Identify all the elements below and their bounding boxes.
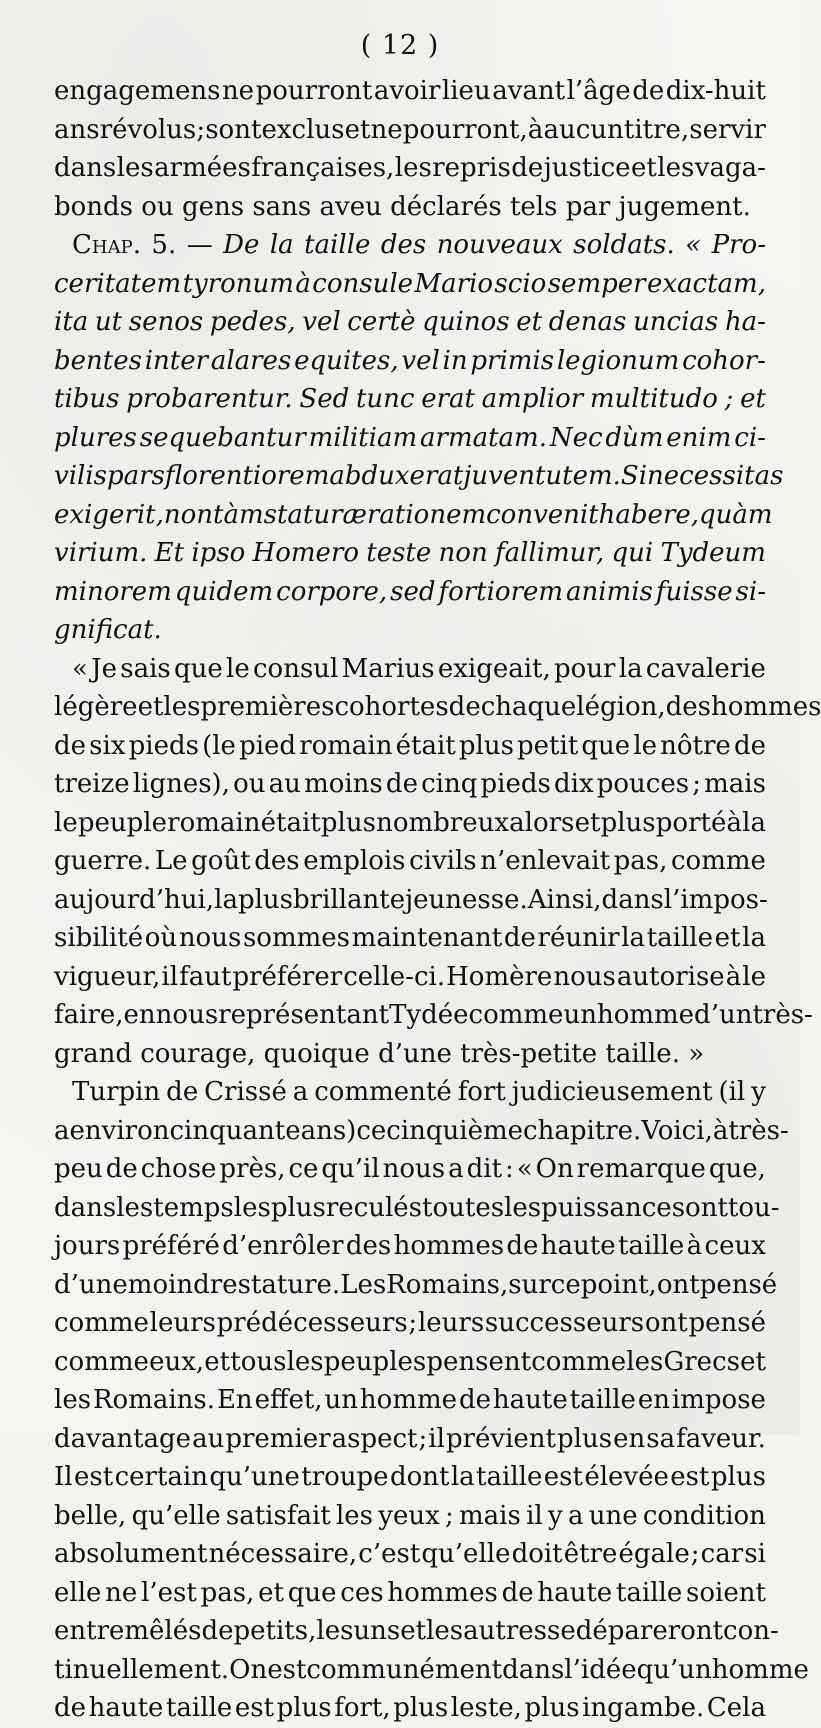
text-line: dans les armées françaises, les repris de justice et les vaga- (54, 153, 766, 183)
text-line: ans révolus ; sont exclus et ne pourront, à aucun titre, servir (54, 114, 766, 145)
text-line: sibilité où nous sommes maintenant de réunir la taille et la (54, 923, 766, 953)
text-line: peu de chose près, ce qu’il nous a dit : « On remarque que, (54, 1154, 766, 1184)
text-line: absolument nécessaire, c’est qu’elle doit être égale ; car si (54, 1539, 766, 1569)
text-line: comme eux, et tous les peuples pensent comme les Grecs et (54, 1346, 766, 1377)
text-line: les Romains. En effet, un homme de haute taille en impose (54, 1385, 766, 1415)
text-line: bonds ou gens sans aveu déclarés tels par jugement. (54, 191, 751, 222)
page-number: ( 12 ) (360, 30, 440, 61)
text-line: exigerit, non tàm staturæ rationem convenit habere, quàm (54, 499, 773, 530)
body-text (54, 72, 821, 1728)
text-line: plures sequebantur militiam armatam. Nec dùm enim ci- (54, 422, 766, 453)
text-line: vigueur, il faut préférer celle-ci. Homère nous autorise à le (54, 961, 766, 992)
text-line: bentes inter alares equites, vel in primis legionum cohor- (54, 345, 766, 376)
text-line: davantage au premier aspect ; il prévient plus en sa faveur. (54, 1423, 766, 1454)
text-line: légère et les premières cohortes de chaque légion, des hommes (54, 692, 821, 722)
text-line: engagemens ne pourront avoir lieu avant l’âge de dix-huit (54, 76, 766, 106)
text-line: Il est certain qu’une troupe dont la taille est élevée est plus (54, 1462, 766, 1492)
text-line: faire, en nous représentant Tydée comme un homme d’un très- (54, 1000, 813, 1030)
text-line: d’une moindre stature. Les Romains, sur ce point, ont pensé (54, 1269, 778, 1300)
text-line: aujourd’hui, la plus brillante jeunesse. Ainsi, dans l’impos- (54, 884, 768, 915)
text-line: Turpin de Crissé a commenté fort judicieusement (il y (72, 1077, 766, 1107)
text-line: a environ cinquante ans) ce cinquième chapitre. Voici, à très- (54, 1115, 789, 1146)
text-line: le peuple romain était plus nombreux alors et plus porté à la (54, 807, 766, 838)
text-line: tinuellement. On est communément dans l’idée qu’un homme (54, 1654, 809, 1685)
text-line: Chap. 5. — De la taille des nouveaux soldats. « Pro- (72, 230, 766, 260)
text-line: grand courage, quoique d’une très-petite taille. » (54, 1038, 705, 1069)
text-line: jours préféré d’enrôler des hommes de haute taille à ceux (54, 1231, 766, 1261)
text-line: belle, qu’elle satisfait les yeux ; mais il y a une condition (54, 1500, 766, 1531)
text-line: tibus probarentur. Sed tunc erat amplior multitudo ; et (54, 384, 766, 414)
text-line: elle ne l’est pas, et que ces hommes de haute taille soient (54, 1577, 766, 1608)
text-line: ceritatem tyronum à consule Mario scio semper exactam, (54, 268, 766, 299)
text-line: entremêlés de petits, les uns et les autres se dépareront con- (54, 1616, 779, 1646)
text-line: de six pieds (le pied romain était plus petit que le nôtre de (54, 730, 766, 761)
text-line: ita ut senos pedes, vel certè quinos et denas uncias ha- (54, 307, 766, 337)
text-line: minorem quidem corpore, sed fortiorem animis fuisse si- (54, 576, 766, 607)
text-line: gnificat. (54, 615, 162, 645)
text-line: vilis pars florentiorem abduxerat juventutem. Si necessitas (54, 461, 784, 491)
text-line: « Je sais que le consul Marius exigeait, pour la cavalerie (72, 653, 766, 684)
text-line: guerre. Le goût des emplois civils n’enlevait pas, comme (54, 846, 766, 876)
text-line: de haute taille est plus fort, plus leste, plus ingambe. Cela (54, 1693, 766, 1723)
text-line: treize lignes), ou au moins de cinq pieds dix pouces ; mais (54, 769, 766, 799)
text-line: comme leurs prédécesseurs ; leurs successeurs ont pensé (54, 1308, 766, 1338)
text-line: virium. Et ipso Homero teste non fallimur, qui Tydeum (54, 538, 766, 568)
text-line: dans les temps les plus reculés toutes les puissances ont tou- (54, 1192, 780, 1223)
